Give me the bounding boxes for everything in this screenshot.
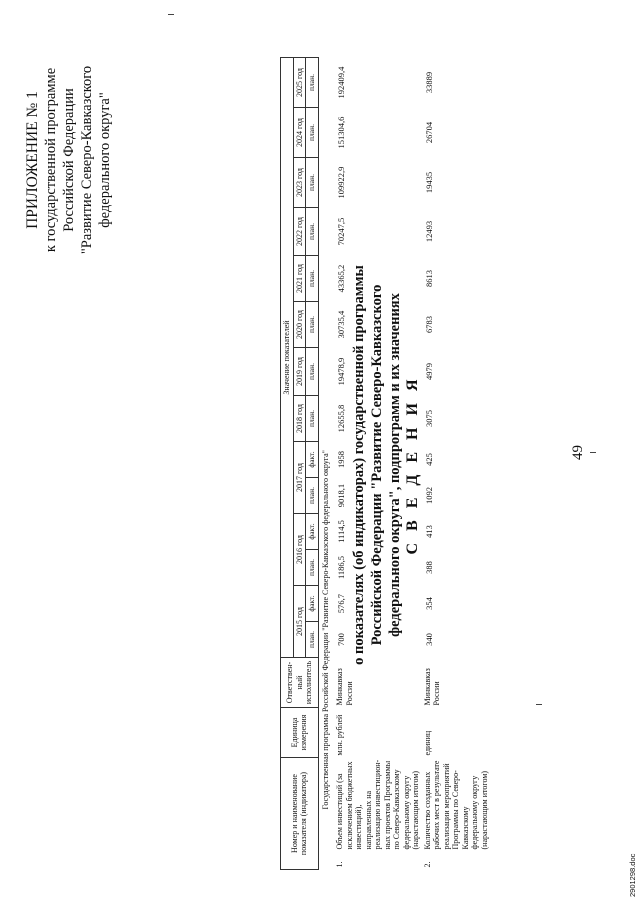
header-plan: план. [306,158,319,208]
title-line: о показателях (об индикаторах) государственной программы [351,265,367,665]
appendix-line: Российской Федерации [61,88,77,232]
header-plan: план. [306,622,319,658]
value-cell: 388 [423,561,434,574]
value-cell: 576,7 [336,593,346,614]
table-row [422,58,491,870]
value-cell: 413 [423,525,434,538]
scan-mark [536,704,542,705]
value-cell: 192409,4 [336,66,346,99]
header-plan: план. [306,396,319,442]
value-cell: 425 [423,453,434,466]
unit-cell: млн. рублей [335,714,344,756]
header-plan: план. [306,348,319,396]
row-number: 2. [422,861,432,868]
header-plan: план. [306,478,319,514]
header-year: 2016 год [293,514,306,586]
responsible-cell: Минкавказ России [422,668,441,706]
value-cell: 354 [423,597,434,610]
header-plan: план. [306,302,319,348]
indicator-cell [422,758,491,870]
value-cell: 109922,9 [336,166,346,199]
value-cell: 19435 [423,171,434,194]
header-plan: план. [306,58,319,108]
value-cell: 8613 [423,270,434,287]
header-plan: план. [306,208,319,256]
value-cell: 3075 [423,410,434,427]
program-title-row [318,58,334,870]
indicator-name: Количество созданных рабочих мест в результате реализации мероприятий Программы по Северо-Кавказскому федеральному округу (нарастающим итогом) [422,760,489,850]
document-title-spaced: С В Е Д Е Н И Я [404,375,421,555]
value-cell: 9018,1 [336,483,346,508]
value-cell: 26704 [423,121,434,144]
header-year: 2021 год [293,256,306,302]
appendix-line: к государственной программе [43,67,59,253]
table-row [334,58,422,870]
header-year: 2025 год [293,58,306,108]
header-responsible: Ответствен-ный исполнитель [281,658,319,708]
page-number: 49 [570,445,586,460]
row-number: 1. [335,861,344,868]
header-fact: факт. [306,514,319,550]
scan-mark [590,452,596,453]
value-cell: 151304,6 [336,116,346,149]
header-fact: факт. [306,442,319,478]
unit-cell: единиц [422,730,432,756]
appendix-line: "Развитие Северо-Кавказского [79,65,95,255]
program-title: Государственная программа Российской Федерации "Развитие Северо-Кавказского федерального округа" [320,450,330,810]
header-row-1 [281,58,294,870]
value-cell: 30735,4 [336,310,346,339]
header-name: Номер и наименование показателя (индикатора) [281,758,319,870]
value-cell: 1114,5 [336,520,346,543]
value-cell: 19478,9 [336,357,346,386]
header-year: 2019 год [293,348,306,396]
value-cell: 700 [336,633,346,646]
value-cell: 1186,5 [336,555,346,580]
value-cell: 12655,8 [336,404,346,433]
value-cell: 6783 [423,316,434,333]
scan-mark [168,14,174,15]
indicator-name: Объем инвестиций (за исключением бюджетных инвестиций), направленных на реализацию инвестицион-ных проектов Программы по Северо-Кавказскому федеральному округу (нарастающим итогом) [335,759,420,850]
header-fact: факт. [306,586,319,622]
header-plan: план. [306,550,319,586]
value-cell: 1958 [336,451,346,468]
value-cell: 43365,2 [336,264,346,293]
appendix-title: ПРИЛОЖЕНИЕ № 1 [24,91,41,229]
header-year: 2015 год [293,586,306,658]
title-line: федерального округа", подпрограмм и их значениях [387,293,403,637]
value-cell: 1092 [423,487,434,504]
header-year: 2024 год [293,108,306,158]
value-cell: 70247,5 [336,217,346,246]
indicator-cell [334,758,422,870]
header-year: 2018 год [293,396,306,442]
value-cell: 340 [423,633,434,646]
value-cell: 4979 [423,363,434,380]
indicators-table [280,57,490,870]
appendix-line: федерального округа" [97,92,113,228]
value-cell: 12493 [423,220,434,243]
file-name-footer: 2901298.doc [628,853,637,897]
header-unit: Единица измерения [281,708,319,758]
header-year: 2020 год [293,302,306,348]
header-plan: план. [306,256,319,302]
header-plan: план. [306,108,319,158]
appendix-block [24,15,114,305]
title-line: Российской Федерации "Развитие Северо-Кавказского [369,284,385,646]
header-year: 2022 год [293,208,306,256]
responsible-cell: Минкавказ России [335,668,354,706]
value-cell: 33889 [423,71,434,94]
header-year: 2017 год [293,442,306,514]
header-values-group: Значение показателей [281,58,294,658]
header-year: 2023 год [293,158,306,208]
